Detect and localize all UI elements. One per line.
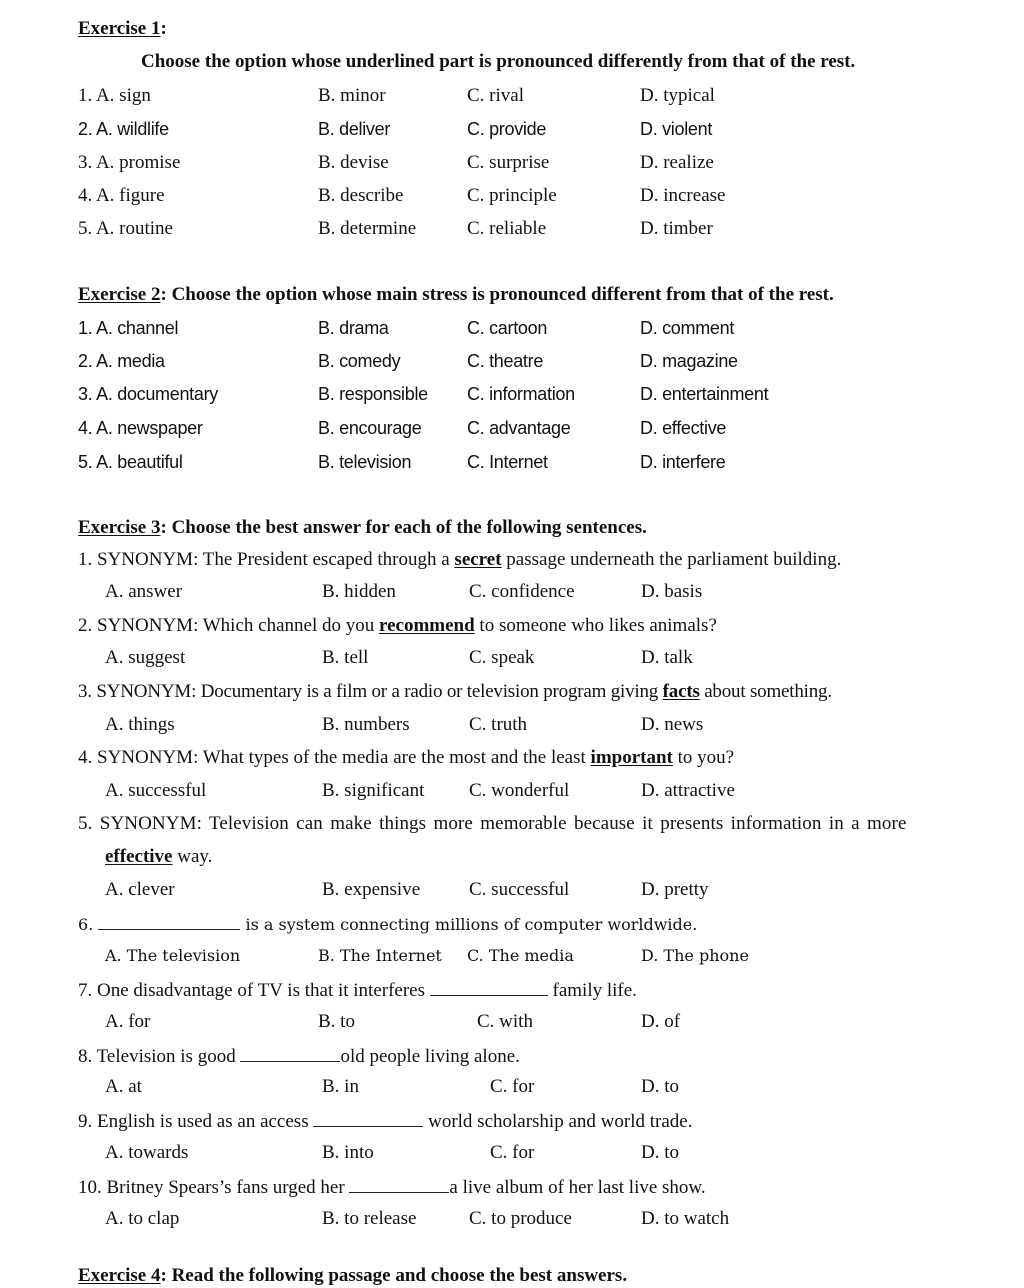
option-a: A. to clap (105, 1208, 180, 1229)
option-d: D. pretty (641, 879, 709, 900)
option-d: D. basis (641, 581, 703, 602)
answer-blank (430, 977, 548, 996)
option-a: 4. A. figure (78, 185, 165, 206)
option-c: C. with (477, 1011, 533, 1032)
answer-blank (98, 911, 240, 930)
option-d: D. realize (640, 152, 714, 173)
option-d: D. typical (640, 85, 715, 106)
option-b: B. determine (318, 218, 417, 239)
option-b: B. describe (318, 185, 404, 206)
option-c: C. for (490, 1076, 535, 1097)
option-d: D. to (641, 1142, 679, 1163)
option-d: D. comment (640, 318, 735, 338)
option-b: B. drama (318, 318, 389, 338)
option-c: C. advantage (467, 418, 571, 438)
exercise-1-heading: Exercise 1: (78, 18, 167, 39)
key-word: effective (105, 846, 173, 867)
option-a: A. clever (105, 879, 175, 900)
option-a: A. for (105, 1011, 151, 1032)
option-d: D. attractive (641, 780, 735, 801)
question-3: 3. SYNONYM: Documentary is a film or a radio or television program giving facts about something. (78, 681, 832, 702)
option-a: 1. A. channel (78, 318, 179, 338)
option-a: A. at (105, 1076, 142, 1097)
option-b: B. in (322, 1076, 359, 1097)
key-word: important (590, 747, 673, 768)
option-b: B. deliver (318, 119, 391, 139)
option-d: D. violent (640, 119, 713, 139)
option-c: C. rival (467, 85, 524, 106)
option-d: D. talk (641, 647, 693, 668)
answer-blank (349, 1174, 449, 1193)
option-a: A. answer (105, 581, 183, 602)
option-c: C. confidence (469, 581, 575, 602)
option-b: B. significant (322, 780, 425, 801)
question-6: 6. is a system connecting millions of computer worldwide. (78, 911, 697, 937)
option-d: D. effective (640, 418, 727, 438)
exercise-3-heading: Exercise 3: Choose the best answer for each of the following sentences. (78, 517, 647, 538)
question-7: 7. One disadvantage of TV is that it interferes family life. (78, 977, 637, 1003)
option-c: C. surprise (467, 152, 550, 173)
option-d: D. timber (640, 218, 713, 239)
option-d: D. to watch (641, 1208, 730, 1229)
question-10: 10. Britney Spears’s fans urged her a live album of her last live show. (78, 1174, 706, 1200)
key-word: facts (662, 681, 700, 702)
option-d: D. increase (640, 185, 726, 206)
option-a: 1. A. sign (78, 85, 151, 106)
option-a: A. suggest (105, 647, 186, 668)
option-a: 4. A. newspaper (78, 418, 203, 438)
option-a: 2. A. media (78, 351, 165, 371)
option-c: C. cartoon (467, 318, 548, 338)
option-c: C. for (490, 1142, 535, 1163)
option-d: D. The phone (641, 946, 749, 965)
option-c: C. reliable (467, 218, 547, 239)
option-d: D. magazine (640, 351, 738, 371)
question-9: 9. English is used as an access world scholarship and world trade. (78, 1108, 692, 1134)
option-b: B. devise (318, 152, 389, 173)
option-c: C. theatre (467, 351, 544, 371)
option-b: B. The Internet (318, 946, 442, 965)
option-c: C. The media (467, 946, 574, 965)
option-b: B. to (318, 1011, 355, 1032)
option-c: C. successful (469, 879, 570, 900)
option-b: B. responsible (318, 384, 428, 404)
option-c: C. speak (469, 647, 535, 668)
option-a: 3. A. documentary (78, 384, 218, 404)
question-4: 4. SYNONYM: What types of the media are the most and the least important to you? (78, 747, 735, 768)
question-5-continuation: effective way. (105, 846, 213, 867)
option-a: 5. A. routine (78, 218, 173, 239)
exercise-1-instruction: Choose the option whose underlined part is pronounced differently from that of the rest. (141, 51, 856, 72)
option-a: 5. A. beautiful (78, 452, 183, 472)
option-c: C. Internet (467, 452, 548, 472)
option-b: B. numbers (322, 714, 410, 735)
option-b: B. television (318, 452, 412, 472)
option-d: D. to (641, 1076, 679, 1097)
option-c: C. truth (469, 714, 528, 735)
option-d: D. interfere (640, 452, 726, 472)
question-5: 5. SYNONYM: Television can make things more memorable because it presents information in a more (78, 813, 907, 834)
option-b: B. comedy (318, 351, 401, 371)
option-c: C. to produce (469, 1208, 572, 1229)
option-c: C. principle (467, 185, 557, 206)
option-a: 3. A. promise (78, 152, 181, 173)
option-b: B. encourage (318, 418, 422, 438)
option-c: C. information (467, 384, 575, 404)
option-d: D. news (641, 714, 704, 735)
question-8: 8. Television is good old people living alone. (78, 1043, 520, 1069)
option-a: A. The television (105, 946, 241, 965)
key-word: secret (454, 549, 502, 570)
option-b: B. tell (322, 647, 369, 668)
answer-blank (313, 1108, 423, 1127)
option-b: B. expensive (322, 879, 421, 900)
exercise-2-heading: Exercise 2: Choose the option whose main stress is pronounced different from that of the rest. (78, 284, 834, 305)
option-b: B. to release (322, 1208, 417, 1229)
option-c: C. wonderful (469, 780, 570, 801)
question-2: 2. SYNONYM: Which channel do you recommend to someone who likes animals? (78, 615, 717, 636)
option-a: A. things (105, 714, 175, 735)
option-a: A. towards (105, 1142, 189, 1163)
question-1: 1. SYNONYM: The President escaped through a secret passage underneath the parliament building. (78, 549, 842, 570)
key-word: recommend (378, 615, 475, 636)
option-a: 2. A. wildlife (78, 119, 169, 139)
option-c: C. provide (467, 119, 547, 139)
option-d: D. of (641, 1011, 681, 1032)
exercise-4-heading: Exercise 4: Read the following passage and choose the best answers. (78, 1265, 628, 1286)
option-a: A. successful (105, 780, 207, 801)
answer-blank (240, 1043, 340, 1062)
option-b: B. minor (318, 85, 386, 106)
option-b: B. into (322, 1142, 374, 1163)
option-b: B. hidden (322, 581, 396, 602)
option-d: D. entertainment (640, 384, 769, 404)
